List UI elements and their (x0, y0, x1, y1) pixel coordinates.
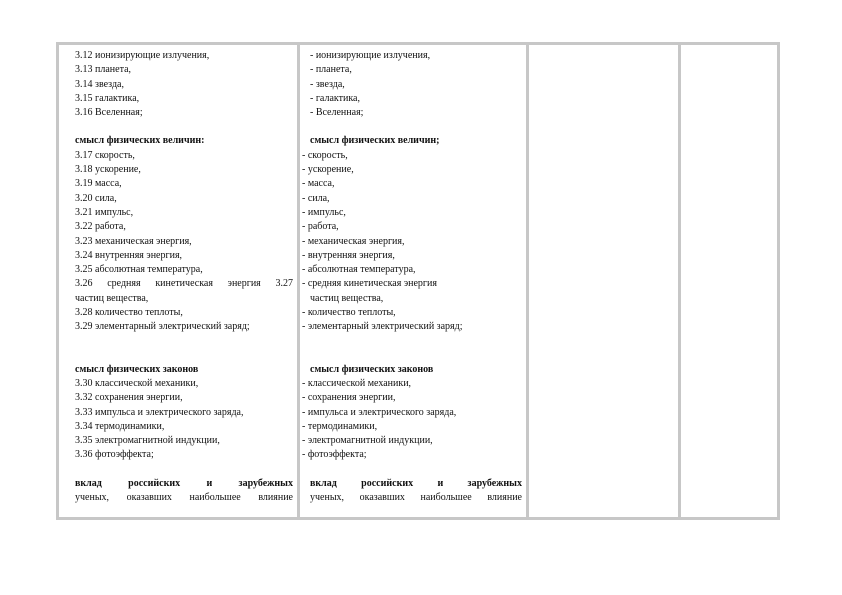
list-item: 3.32 сохранения энергии, (75, 392, 183, 404)
list-item: - фотоэффекта; (302, 449, 367, 461)
list-item: частиц вещества, (310, 292, 384, 304)
content-list-block1 (302, 49, 522, 120)
spacer (302, 120, 522, 134)
list-item: 3.34 термодинамики, (75, 420, 165, 432)
list-item: 3.19 масса, (75, 178, 122, 190)
list-item: - классической механики, (302, 377, 412, 389)
list-item: 3.29 элементарный электрический заряд; (75, 321, 250, 333)
heading-quantities: смысл физических величин: (75, 135, 205, 147)
list-item: 3.26 средняя кинетическая энергия 3.27 (75, 278, 293, 290)
list-item: 3.36 фотоэффекта; (75, 449, 154, 461)
list-item: - Вселенная; (310, 107, 364, 119)
list-item: 3.35 электромагнитной индукции, (75, 435, 220, 447)
heading-contribution-continued: ученых, оказавших наибольшее влияние (75, 492, 293, 504)
heading-laws: смысл физических законов (310, 363, 434, 375)
list-item: - количество теплоты, (302, 307, 396, 319)
list-item: - внутренняя энергия, (302, 249, 395, 261)
table-column-empty-4 (678, 45, 777, 517)
topics-list-block1 (75, 49, 293, 120)
list-item: 3.22 работа, (75, 221, 126, 233)
list-item: 3.16 Вселенная; (75, 107, 143, 119)
list-item: 3.12 ионизирующие излучения, (75, 50, 210, 61)
spacer (75, 463, 293, 477)
list-item: - импульса и электрического заряда, (302, 406, 457, 418)
list-item: 3.17 скорость, (75, 149, 135, 161)
table-column-content (297, 45, 526, 517)
list-item: частиц вещества, (75, 292, 149, 304)
table (56, 42, 780, 520)
list-item: - сохранения энергии, (302, 392, 396, 404)
list-item: 3.25 абсолютная температура, (75, 264, 203, 276)
list-item: - импульс, (302, 206, 346, 218)
list-item: - средняя кинетическая энергия (302, 278, 437, 290)
list-item: 3.14 звезда, (75, 78, 124, 90)
list-item: - планета, (310, 64, 352, 76)
spacer (75, 335, 293, 363)
list-item: - сила, (302, 192, 330, 204)
content-list-block2 (302, 149, 522, 335)
content-list-block3 (302, 377, 522, 463)
list-item: - скорость, (302, 149, 348, 161)
heading-quantities: смысл физических величин; (310, 135, 440, 147)
topics-list-block2 (75, 149, 293, 335)
list-item: - механическая энергия, (302, 235, 405, 247)
list-item: - элементарный электрический заряд; (302, 321, 463, 333)
list-item: - масса, (302, 178, 335, 190)
list-item: 3.28 количество теплоты, (75, 307, 183, 319)
list-item: 3.18 ускорение, (75, 164, 141, 176)
list-item: - электромагнитной индукции, (302, 435, 433, 447)
list-item: - работа, (302, 221, 339, 233)
list-item: - ускорение, (302, 164, 354, 176)
topics-list-block3 (75, 377, 293, 463)
list-item: 3.24 внутренняя энергия, (75, 249, 183, 261)
spacer (75, 120, 293, 134)
list-item: - галактика, (310, 92, 360, 104)
list-item: 3.21 импульс, (75, 206, 134, 218)
table-column-empty-3 (526, 45, 678, 517)
heading-contribution: вклад российских и зарубежных (75, 477, 293, 489)
list-item: 3.33 импульса и электрического заряда, (75, 406, 244, 418)
heading-contribution: вклад российских и зарубежных (310, 477, 522, 489)
list-item: 3.13 планета, (75, 64, 132, 76)
list-item: 3.23 механическая энергия, (75, 235, 192, 247)
list-item: - ионизирующие излучения, (310, 50, 431, 61)
list-item: 3.20 сила, (75, 192, 117, 204)
list-item: 3.15 галактика, (75, 92, 140, 104)
list-item: 3.30 классической механики, (75, 377, 199, 389)
list-item: - звезда, (310, 78, 345, 90)
heading-contribution-continued: ученых, оказавших наибольшее влияние (310, 492, 522, 504)
list-item: - термодинамики, (302, 420, 378, 432)
list-item: - абсолютная температура, (302, 264, 416, 276)
heading-laws: смысл физических законов (75, 363, 199, 375)
table-column-topics (59, 45, 297, 517)
spacer (302, 463, 522, 477)
spacer (302, 335, 522, 363)
